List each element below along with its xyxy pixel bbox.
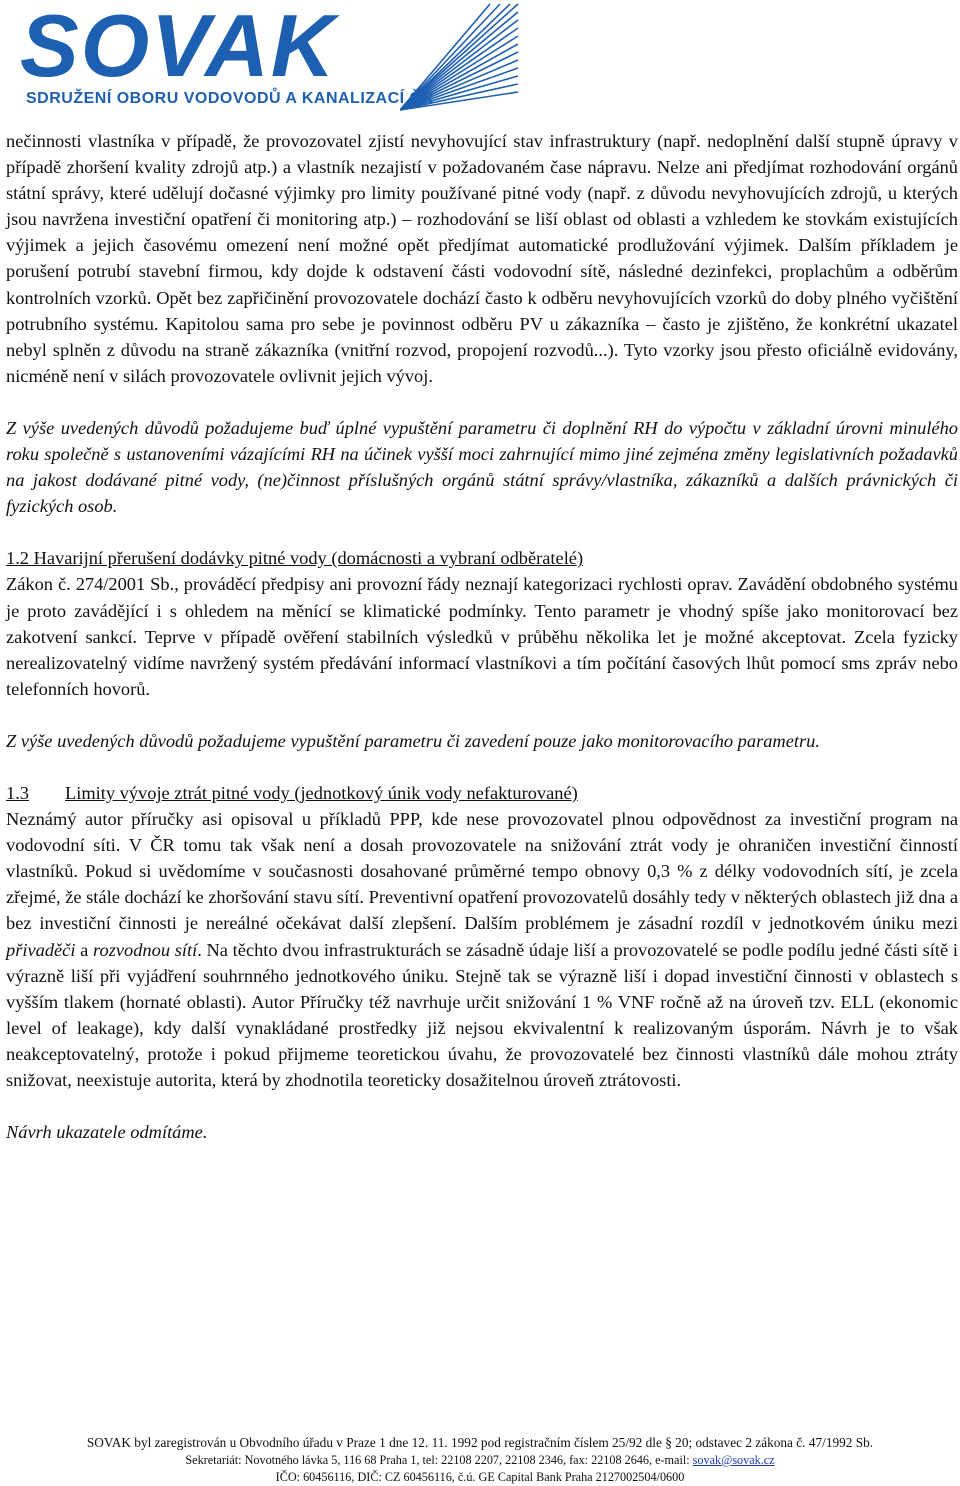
text-run: . Na těchto dvou infrastrukturách se zásadně údaje liší a provozovatelé se podle podílu jedné části sítě i výrazně liší při vyjádření souhrnného jednotkového úniku. Stejně tak se výrazně liší i dopad investiční činnosti v oblastech s vyšším tlakem (hornaté oblasti). Autor Příručky též navrhuje určit snižování 1 % VNF ročně až na úroveň tzv. ELL (ekonomic level of leakage), kdy další vynakládané prostředky již nejsou ekvivalentní k realizovaným úsporám. Návrh je to však neakceptovatelný, protože i pokud přijmeme teoretickou úvahu, že provozovatelé bez činnosti vlastníků dále mohou ztráty snižovat, neexistuje autorita, která by zhodnotila teoreticky dosažitelnou úroveň ztrátovosti. bbox=[6, 939, 959, 1090]
paragraph-section-1-2: Zákon č. 274/2001 Sb., prováděcí předpisy ani provozní řády neznají kategorizaci rychlosti oprav. Zavádění obdobného systému je proto zavádějící i s ohledem na měnící se klimatické podmínky. Tento parametr je vhodný spíše jako monitorovací bez zakotvení sankcí. Teprve v případě ověření stabilních výsledků v průběhu několika let je možné akceptovat. Zcela fyzicky nerealizovatelný vidíme navržený systém předávání informací vlastníkovi a tím počítání časových lhůt pomocí sms zpráv nebo telefonních hovorů. bbox=[6, 574, 958, 699]
paragraph-section-1-3 bbox=[6, 806, 958, 1093]
document-body bbox=[6, 128, 958, 1145]
footer-registration: SOVAK byl zaregistrován u Obvodního úřadu v Praze 1 dne 12. 11. 1992 pod registračním číslem 25/92 dle § 20; odstavec 2 zákona č. 47/1992 Sb. bbox=[86, 1435, 874, 1450]
footer-contact-text: Sekretariát: Novotného lávka 5, 116 68 Praha 1, tel: 22108 2207, 22108 2346, fax: 22108 2646, e-mail: bbox=[185, 1453, 693, 1467]
section-heading-1-2: 1.2 Havarijní přerušení dodávky pitné vody (domácnosti a vybraní odběratelé) bbox=[6, 548, 584, 569]
paragraph-requirement-2: Z výše uvedených důvodů požadujeme vypuštění parametru či zavedení pouze jako monitorovacího parametru. bbox=[6, 730, 820, 751]
section-number: 1.3 bbox=[6, 782, 29, 803]
footer-ids: IČO: 60456116, DIČ: CZ 60456116, č.ú. GE Capital Bank Praha 2127002504/0600 bbox=[275, 1470, 685, 1484]
paragraph-requirement-1: Z výše uvedených důvodů požadujeme buď úplné vypuštění parametru či doplnění RH do výpočtu v základní úrovni minulého roku společně s ustanoveními vázajícími RH na účinek vyšší moci zahrnující mimo jiné zejména změny legislativních požadavků na jakost dodávané pitné vody, (ne)činnost příslušných orgánů státní správy/vlastníka, zákazníků a dalších právnických či fyzických osob. bbox=[6, 417, 958, 517]
page-footer bbox=[0, 1434, 960, 1486]
paragraph-conclusion: Návrh ukazatele odmítáme. bbox=[6, 1122, 208, 1143]
footer-contact bbox=[0, 1452, 960, 1469]
sovak-logo: SOVAK bbox=[20, 0, 337, 95]
letterhead bbox=[0, 0, 960, 118]
emphasis-term: přivaděči bbox=[6, 939, 76, 960]
section-heading-1-3 bbox=[6, 780, 958, 806]
email-link[interactable]: sovak@sovak.cz bbox=[692, 1453, 775, 1467]
text-run: a bbox=[75, 939, 94, 960]
text-run: Neznámý autor příručky asi opisoval u příkladů PPP, kde nese provozovatel plnou odpovědnost za investiční program na vodovodní síti. V ČR tomu tak však není a dosah provozovatele na snižování ztrát vody je ohraničen investiční činností vlastníků. Pokud si uvědomíme v současnosti dosahované průměrné tempo obnovy 0,3 % z délky vodovodních sítí, je zcela zřejmé, že stále dochází ke zhoršování stavu sítí. Preventivní opatření provozovatelů dosáhly tedy v některých oblastech již dna a bez investiční činnosti je nereálné očekávat další zlepšení. Dalším problémem je zásadní rozdíl v jednotkovém úniku mezi bbox=[6, 809, 958, 934]
emphasis-term: rozvodnou sítí bbox=[93, 939, 198, 960]
logo-subtitle: SDRUŽENÍ OBORU VODOVODŮ A KANALIZACÍ ČR bbox=[26, 90, 434, 107]
paragraph-intro: nečinnosti vlastníka v případě, že provozovatel zjistí nevyhovující stav infrastruktury (např. nedoplnění další stupně úpravy v případě zhoršení kvality zdrojů atp.) a vlastník nezajistí v požadovaném čase nápravu. Nelze ani předjímat rozhodování orgánů státní správy, které udělují dočasné výjimky pro limity používané pitné vody (např. z důvodu nevyhovujících zdrojů, u kterých jsou navržena investiční opatření či monitoring atp.) – rozhodování se liší oblast od oblasti a vzhledem ke stovkám existujících výjimek a jejich časovému omezení není možné opět předjímat automatické prodlužování výjimek. Dalším příkladem je porušení potrubí stavební firmou, kdy dojde k odstavení části vodovodní sítě, následné dezinfekci, proplachům a odběrům kontrolních vzorků. Opět bez zapřičinění provozovatele dochází často k odběru nevyhovujících vzorků do doby plného vyčištění potrubního systému. Kapitolou sama pro sebe je povinnost odběru PV u zákazníka – často je zjištěno, že konkrétní ukazatel nebyl splněn z důvodu na straně zákazníka (vnitřní rozvod, propojení rozvodů...). Tyto vzorky jsou přesto oficiálně evidovány, nicméně není v silách provozovatele ovlivnit jejich vývoj. bbox=[6, 131, 958, 386]
section-title: Limity vývoje ztrát pitné vody (jednotkový únik vody nefakturované) bbox=[65, 782, 578, 803]
